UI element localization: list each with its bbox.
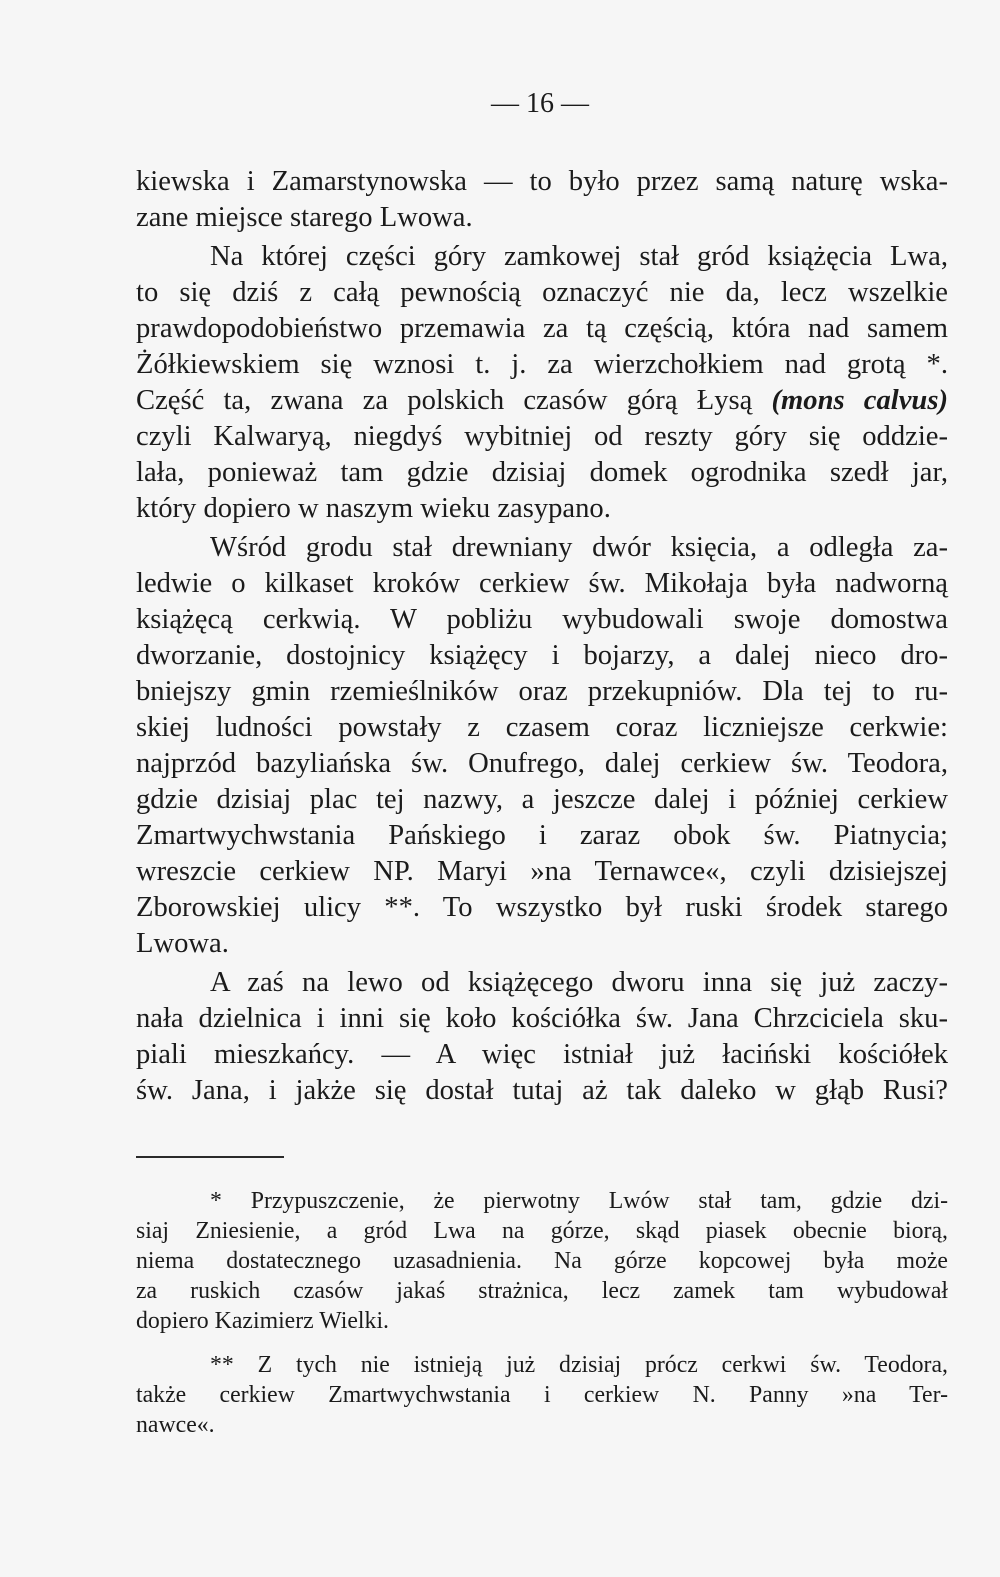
body-line: najprzód bazyliańska św. Onufrego, dalej cerkiew św. Teodora,	[136, 748, 948, 779]
footnote-line: siaj Zniesienie, a gród Lwa na górze, skąd piasek obecnie biorą,	[136, 1218, 948, 1244]
body-line: św. Jana, i jakże się dostał tutaj aż tak daleko w głąb Rusi?	[136, 1075, 948, 1106]
latin-phrase: (mons calvus)	[771, 385, 948, 416]
body-line: Żółkiewskiem się wznosi t. j. za wierzchołkiem nad grotą *.	[136, 349, 948, 380]
body-line: Lwowa.	[136, 928, 229, 959]
footnote-line: dopiero Kazimierz Wielki.	[136, 1308, 390, 1334]
body-line: lała, ponieważ tam gdzie dzisiaj domek ogrodnika szedł jar,	[136, 457, 948, 488]
body-line: piali mieszkańcy. — A więc istniał już łaciński kościółek	[136, 1039, 948, 1070]
body-line: Zborowskiej ulicy **. To wszystko był ruski środek starego	[136, 892, 948, 923]
body-line: A zaś na lewo od książęcego dworu inna się już zaczy-	[210, 967, 948, 998]
footnote-line: za ruskich czasów jakaś strażnica, lecz zamek tam wybudował	[136, 1278, 948, 1304]
body-line: ledwie o kilkaset kroków cerkiew św. Mikołaja była nadworną	[136, 568, 948, 599]
body-line: zane miejsce starego Lwowa.	[136, 202, 473, 233]
body-line: nała dzielnica i inni się koło kościółka św. Jana Chrzciciela sku-	[136, 1003, 948, 1034]
body-line: wreszcie cerkiew NP. Maryi »na Ternawce«, czyli dzisiejszej	[136, 856, 948, 887]
page-number: — 16 —	[491, 88, 589, 119]
body-line: to się dziś z całą pewnością oznaczyć nie da, lecz wszelkie	[136, 277, 948, 308]
body-line: Zmartwychwstania Pańskiego i zaraz obok św. Piatnycia;	[136, 820, 948, 851]
footnote-line: także cerkiew Zmartwychwstania i cerkiew N. Panny »na Ter-	[136, 1382, 948, 1408]
body-line: bniejszy gmin rzemieślników oraz przekupniów. Dla tej to ru-	[136, 676, 948, 707]
body-line: skiej ludności powstały z czasem coraz liczniejsze cerkwie:	[136, 712, 948, 743]
body-line: kiewska i Zamarstynowska — to było przez samą naturę wska-	[136, 166, 948, 197]
body-line: prawdopodobieństwo przemawia za tą częścią, która nad samem	[136, 313, 948, 344]
body-line: książęcą cerkwią. W pobliżu wybudowali swoje domostwa	[136, 604, 948, 635]
body-line: który dopiero w naszym wieku zasypano.	[136, 493, 611, 524]
footnote-line: nawce«.	[136, 1412, 215, 1438]
body-line: gdzie dzisiaj plac tej nazwy, a jeszcze dalej i później cerkiew	[136, 784, 948, 815]
footnote-line: ** Z tych nie istnieją już dzisiaj prócz cerkwi św. Teodora,	[210, 1352, 948, 1378]
body-line: Na której części góry zamkowej stał gród książęcia Lwa,	[210, 241, 948, 272]
footnote-separator	[136, 1156, 284, 1158]
footnote-line: * Przypuszczenie, że pierwotny Lwów stał tam, gdzie dzi-	[210, 1188, 948, 1214]
body-line: dworzanie, dostojnicy książęcy i bojarzy, a dalej nieco dro-	[136, 640, 948, 671]
body-line: Wśród grodu stał drewniany dwór księcia, a odległa za-	[210, 532, 948, 563]
footnote-line: niema dostatecznego uzasadnienia. Na górze kopcowej była może	[136, 1248, 948, 1274]
body-line: czyli Kalwaryą, niegdyś wybitniej od reszty góry się oddzie-	[136, 421, 948, 452]
body-line: Część ta, zwana za polskich czasów górą Łysą (mons calvus)	[136, 385, 948, 416]
